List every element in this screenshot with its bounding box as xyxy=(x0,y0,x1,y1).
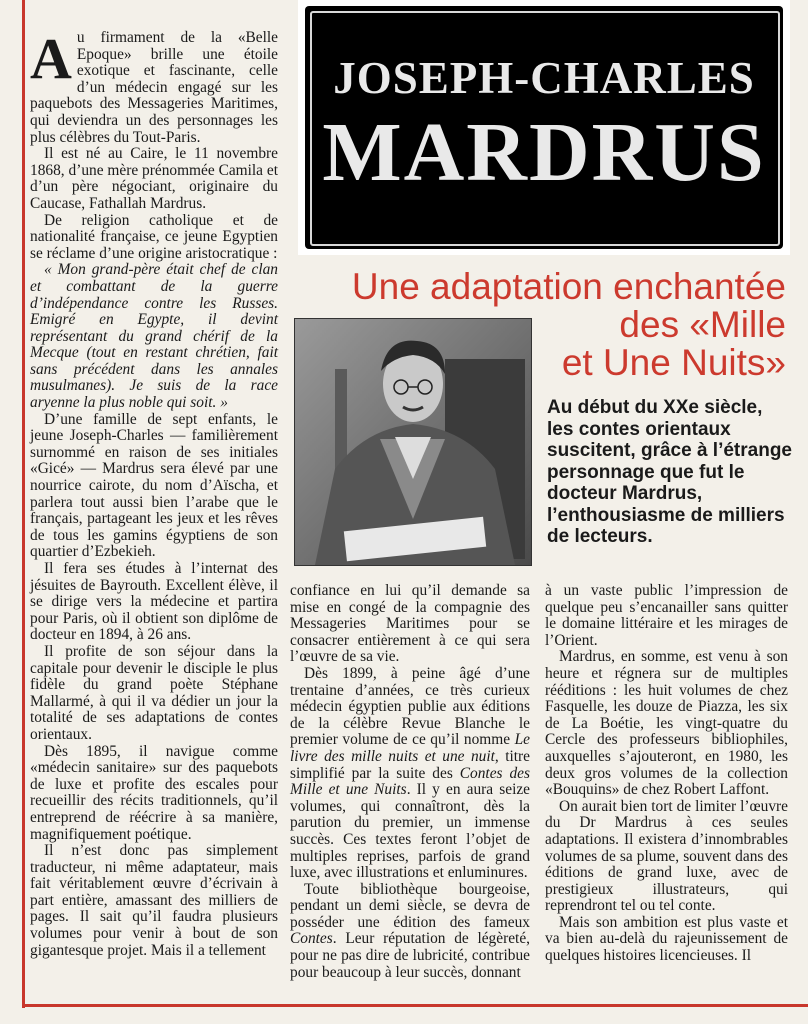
paragraph: Dès 1895, il navigue comme «médecin sanitaire» sur des paquebots de luxe et profite des escales pour recueillir des récits traditionnels, qu’il entreprend de réécrire à sa manière, magnifiquement poétique. xyxy=(30,742,278,843)
portrait-illustration xyxy=(295,319,531,565)
paragraph: Il fera ses études à l’internat des jésuites de Bayrouth. Excellent élève, il se dirige vers la médecine et partira pour Paris, où il obtient son diplôme de docteur en 1894, à 26 ans. xyxy=(30,560,278,644)
drop-cap: A xyxy=(30,26,72,91)
article-column-3 xyxy=(545,583,788,965)
paragraph: Il n’est donc pas simplement traducteur, ni même adaptateur, mais fait véritablement œuvre d’écrivain à part entière, amassant des milliers de pages. Il sait qu’il faudra plusieurs volumes pour venir à bout de son gigantesque projet. Mais il a tellement xyxy=(30,842,278,959)
paragraph: On aurait bien tort de limiter l’œuvre du Dr Mardrus à ces seules adaptations. Il existera d’innombrables volumes de sa plume, souvent dans des éditions de grand luxe, avec de prestigieux illustrateurs, qui reprendront tel ou tel conte. xyxy=(545,797,788,915)
title-name-line: JOSEPH-CHARLES xyxy=(333,53,755,103)
bottom-red-rule xyxy=(22,1004,808,1007)
book-title: Le livre des mille nuits et une nuit xyxy=(290,731,530,765)
headline-line-3: et Une Nuits» xyxy=(561,342,786,383)
paragraph: Dès 1899, à peine âgé d’une trentaine d’années, ce très curieux médecin égyptien publie aux éditions de la célèbre Revue Blanche le premier volume de ce qu’il nomme Le livre des mille nuits et une nuit, titre simplifié par la suite des Contes des Mille et une Nuits. Il y en aura seize volumes, qui connaîtront, dès la parution du premier, un immense succès. Ces textes feront l’objet de multiples reprises, parfois de grand luxe, avec illustrations et enluminures. xyxy=(290,664,531,882)
quote-paragraph: « Mon grand-père était chef de clan et combattant de la guerre d’indépendance contre les Russes. Emigré en Egypte, il devint représentant du grand chérif de la Mecque (tout en restant chrétien, fait sans précédent dans les annales musulmanes). Je suis de la race aryenne la plus noble qui soit. » xyxy=(30,261,278,412)
paragraph: Toute bibliothèque bourgeoise, pendant un demi siècle, se devra de posséder une édition des fameux Contes. Leur réputation de légèreté, pour ne pas dire de lubricité, contribue pour beaucoup à leur succès, donnant xyxy=(290,880,530,981)
paragraph: Au firmament de la «Belle Epoque» brille une étoile exotique et fascinante, celle d’un médecin engagé sur les paquebots des Messageries Maritimes, qui deviendra un des personnages les plus célèbres du Tout-Paris. xyxy=(30,26,278,146)
title-box xyxy=(298,0,790,255)
paragraph: Mardrus, en somme, est venu à son heure et régnera sur de multiples rééditions : les huit volumes de chez Fasquelle, les douze de Piazza, les six de La Boétie, les vingt-quatre du Cercle des professeurs bibliophiles, auxquelles s’ajouteront, en 1980, les deux gros volumes de la collection «Bouquins» de chez Robert Laffont. xyxy=(545,648,788,799)
paragraph: confiance en lui qu’il demande sa mise en congé de la compagnie des Messageries Maritimes pour se consacrer entièrement à ce qui sera l’œuvre de sa vie. xyxy=(290,582,530,666)
headline-line-1: Une adaptation enchantée xyxy=(351,266,786,307)
book-title: Contes xyxy=(290,930,333,948)
title-surname-line: MARDRUS xyxy=(322,106,766,199)
paragraph: De religion catholique et de nationalité française, ce jeune Egyptien se réclame d’une origine aristocratique : xyxy=(30,211,278,262)
headline-line-2: des «Mille xyxy=(619,304,786,345)
paragraph: à un vaste public l’impression de quelque peu s’encanailler sans quitter le domaine littéraire et les mirages de l’Orient. xyxy=(545,582,788,649)
article-column-2 xyxy=(290,583,530,981)
portrait-photo xyxy=(294,318,532,566)
deck-summary: Au début du XXe siècle, les contes orientaux suscitent, grâce à l’étrange personnage que fut le docteur Mardrus, l’enthousiasme de milliers de lecteurs. xyxy=(547,397,792,547)
book-title: Contes des Mille et une Nuits xyxy=(290,764,530,799)
left-red-rule xyxy=(22,0,25,1008)
paragraph: D’une famille de sept enfants, le jeune Joseph-Charles — familièrement surnommé en raison de ses initiales «Gicé» — Mardrus sera élevé par une nourrice cairote, du nom d’Aïscha, et parlera tout aussi bien l’arabe que le français, partageant les jeux et les rêves de tous les gamins égyptiens de son quartier d’Ezbekieh. xyxy=(30,410,278,561)
article-column-1 xyxy=(30,26,278,959)
paragraph: Il est né au Caire, le 11 novembre 1868, d’une mère prénommée Camila et d’un père négociant, originaire du Caucase, Fathallah Mardrus. xyxy=(30,145,278,212)
paragraph: Mais son ambition est plus vaste et va bien au-delà du rajeunissement de quelques histoires licencieuses. Il xyxy=(545,913,788,965)
paragraph: Il profite de son séjour dans la capitale pour devenir le disciple le plus fidèle du grand poète Stéphane Mallarmé, à qui il va dédier un jour la totalité de ses adaptations de contes orientaux. xyxy=(30,642,278,743)
